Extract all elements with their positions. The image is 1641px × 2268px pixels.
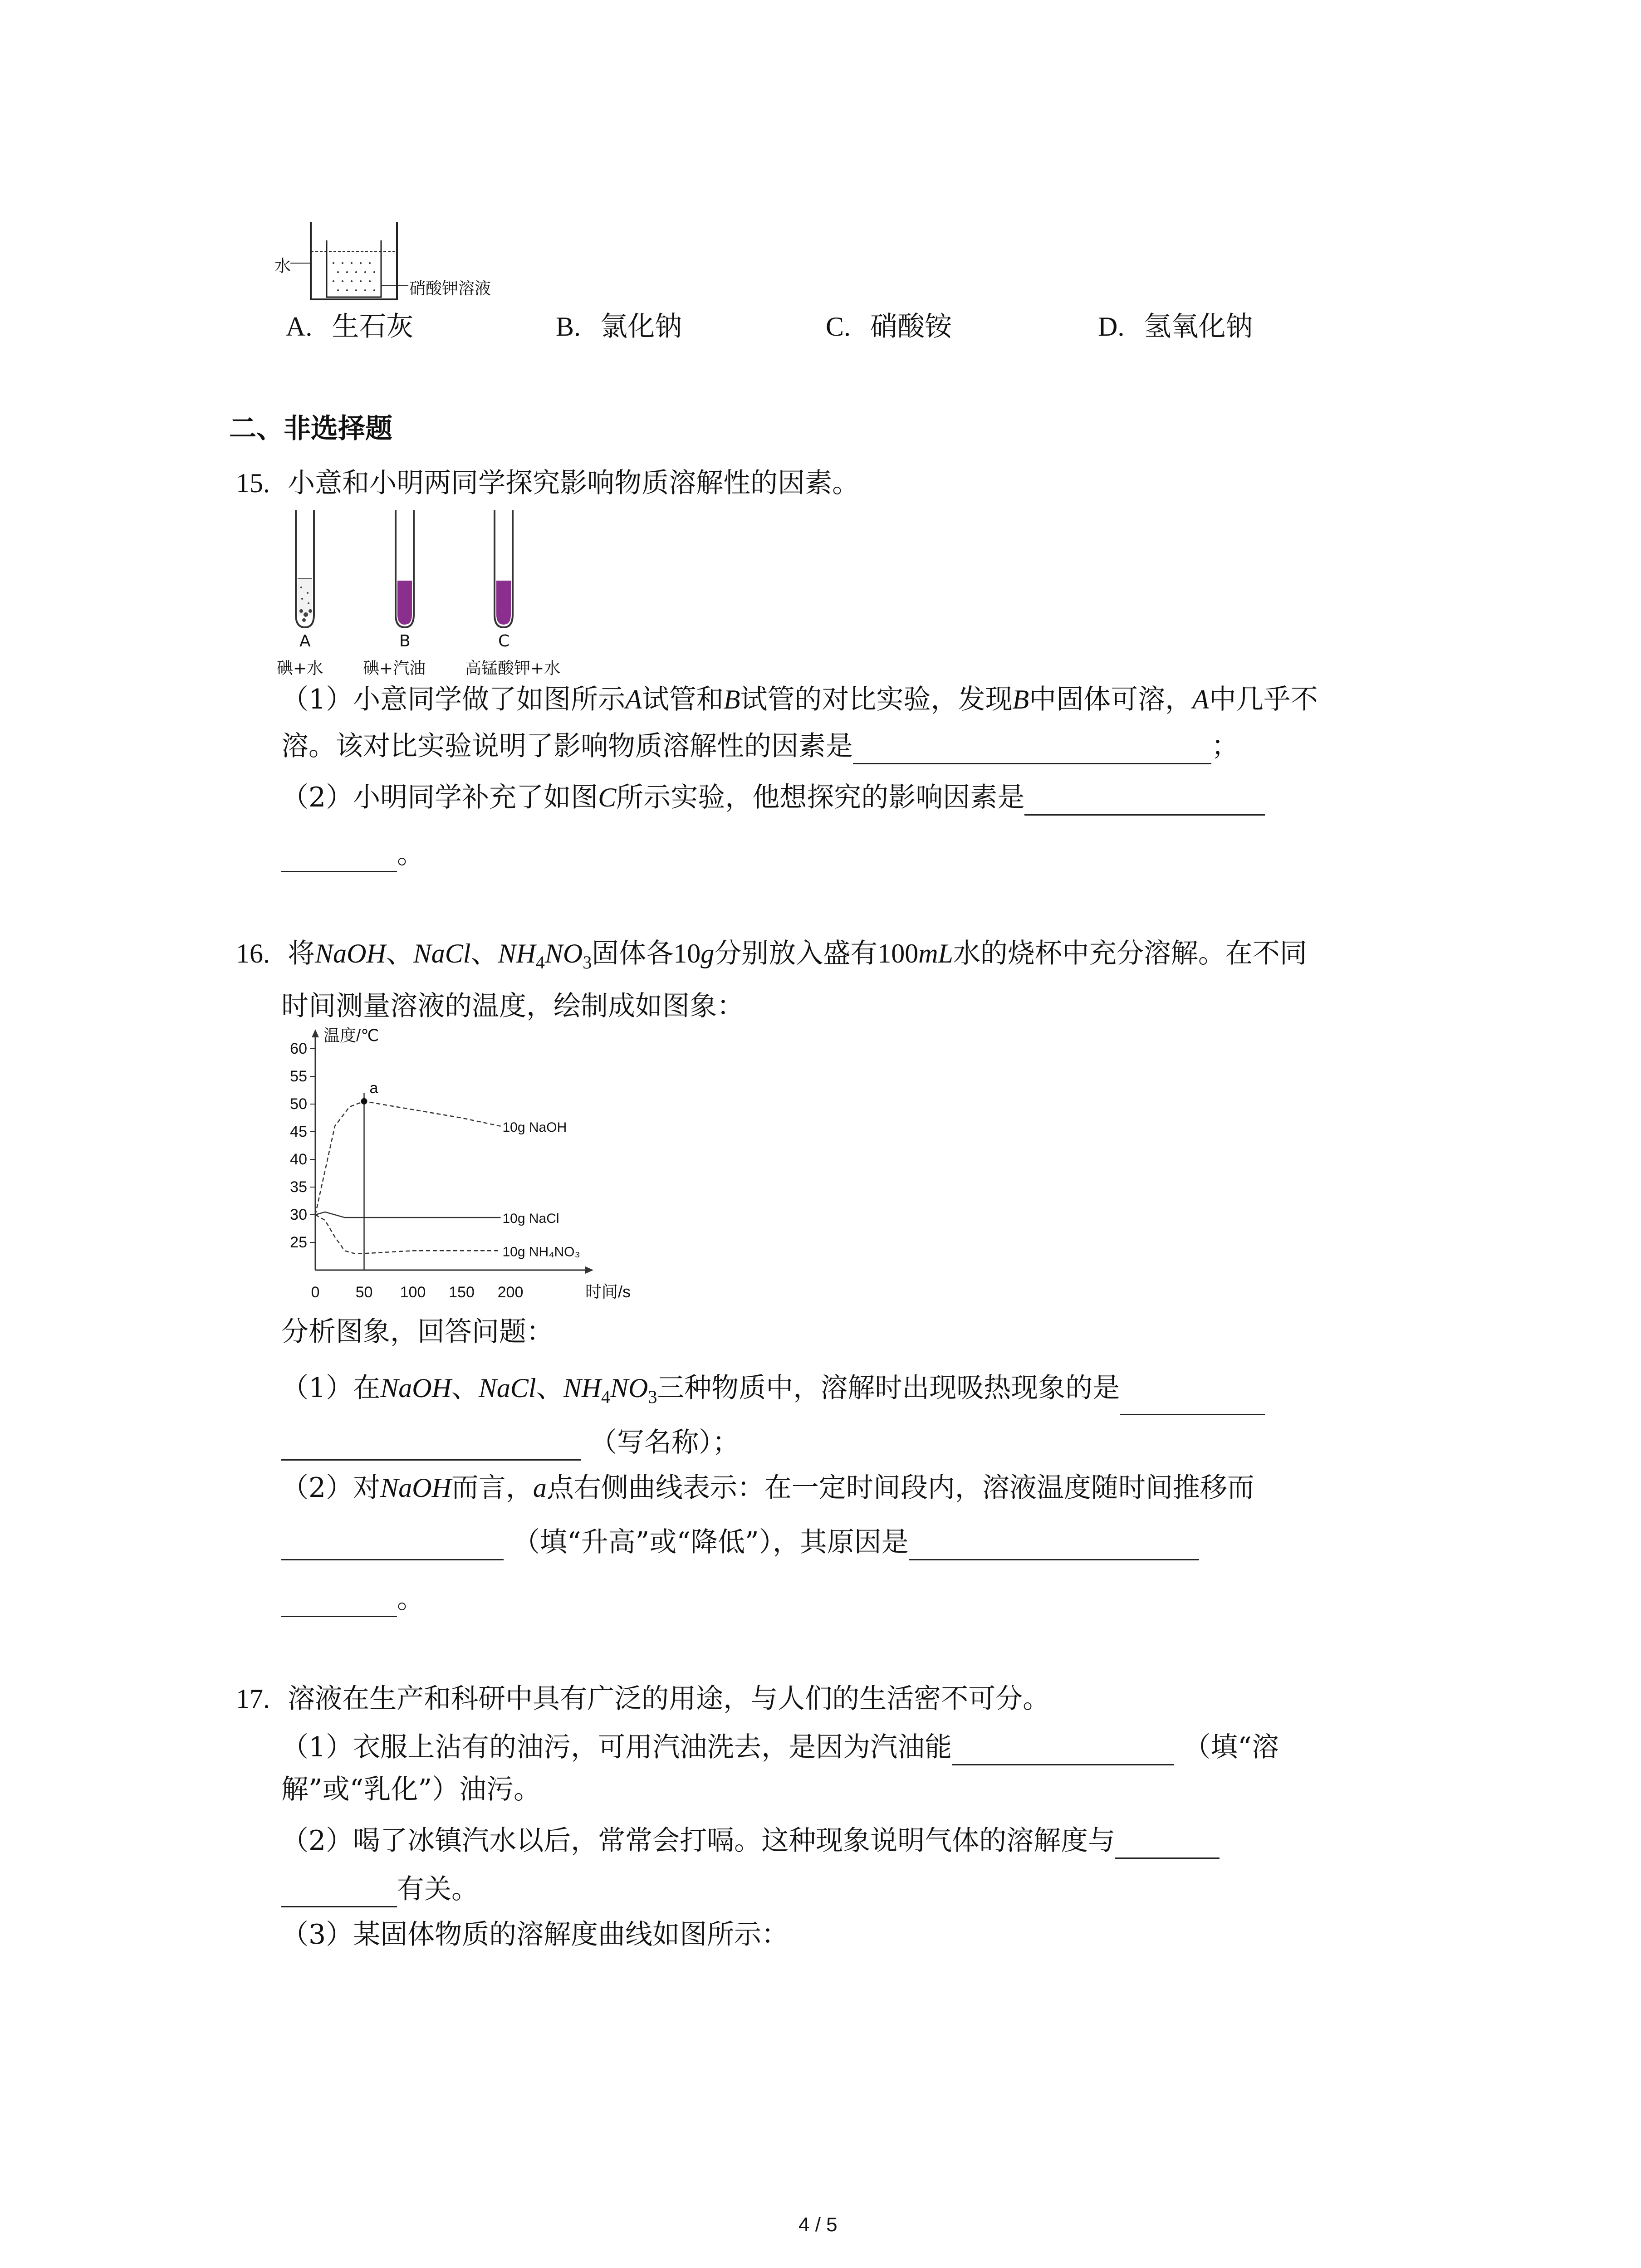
q16-p2-answer-blank-1[interactable] bbox=[281, 1531, 504, 1560]
option-b: B. 氯化钠 bbox=[556, 311, 682, 342]
temperature-chart-svg bbox=[272, 1023, 631, 1304]
q17-p1-line2: 解”或“乳化”）油污。 bbox=[281, 1774, 541, 1805]
q16-p1-answer-blank-1[interactable] bbox=[1120, 1386, 1265, 1415]
q17-p1-answer-blank[interactable] bbox=[952, 1736, 1174, 1765]
q17-p2-line2: 有关。 bbox=[281, 1871, 479, 1907]
test-tubes-illustration bbox=[272, 506, 617, 642]
q15-number: 15. bbox=[236, 468, 270, 498]
q17-p2-line1: （2）喝了冰镇汽水以后，常常会打嗝。这种现象说明气体的溶解度与 bbox=[281, 1823, 1220, 1859]
q15-p1-line2: 溶。该对比实验说明了影响物质溶解性的因素是 ； bbox=[281, 728, 1239, 764]
y-tick-label: 40 bbox=[290, 1151, 307, 1168]
option-b-text: 氯化钠 bbox=[600, 311, 682, 342]
page-number: 4 / 5 bbox=[798, 2214, 838, 2236]
q17-stem-line bbox=[236, 1681, 1050, 1717]
q16-p1-answer-blank-2[interactable] bbox=[281, 1431, 581, 1461]
q15-p2-line1: （2）小明同学补充了如图C所示实验，他想探究的影响因素是 bbox=[281, 779, 1265, 816]
q16-p2-answer-blank-2[interactable] bbox=[909, 1531, 1199, 1560]
series-label: 10g NaCl bbox=[502, 1211, 559, 1227]
y-tick-label: 45 bbox=[290, 1123, 307, 1140]
q16-p2-line3: 。 bbox=[281, 1581, 424, 1617]
tube-a-letter: A bbox=[299, 632, 311, 650]
q16-p2-line1: （2）对NaOH而言，a点右侧曲线表示：在一定时间段内，溶液温度随时间推移而 bbox=[281, 1472, 1254, 1504]
q15-stem: 小意和小明两同学探究影响物质溶解性的因素。 bbox=[288, 467, 860, 499]
series-nh4no3 bbox=[315, 1215, 501, 1253]
option-a-text: 生石灰 bbox=[332, 311, 414, 342]
option-c-text: 硝酸铵 bbox=[870, 311, 952, 342]
water-label: 水 bbox=[274, 257, 291, 275]
x-axis-arrow bbox=[585, 1266, 593, 1274]
x-tick-label: 0 bbox=[311, 1284, 320, 1301]
series-naoh bbox=[315, 1101, 501, 1215]
tube-c-letter: C bbox=[498, 632, 510, 650]
tube-a-caption: 碘+水 bbox=[277, 659, 323, 678]
q15-p1-answer-blank[interactable] bbox=[853, 735, 1211, 764]
option-c: C. 硝酸铵 bbox=[826, 311, 952, 342]
section-heading: 二、非选择题 bbox=[229, 413, 392, 445]
q16-stem-line2: 时间测量溶液的温度，绘制成如图象： bbox=[281, 990, 744, 1022]
q15-p2-answer-blank-2[interactable] bbox=[281, 843, 397, 872]
q17-p2-answer-blank-1[interactable] bbox=[1115, 1829, 1220, 1859]
option-d: D. 氢氧化钠 bbox=[1098, 311, 1253, 342]
q16-p1-line2: （写名称）； bbox=[281, 1424, 740, 1461]
tube-c-caption: 高锰酸钾+水 bbox=[465, 659, 561, 678]
y-tick-label: 50 bbox=[290, 1095, 307, 1113]
q15-p2-line2: 。 bbox=[281, 836, 424, 872]
q16-analyze: 分析图象，回答问题： bbox=[281, 1316, 554, 1348]
temperature-chart bbox=[272, 1023, 631, 1304]
option-d-text: 氢氧化钠 bbox=[1144, 311, 1253, 342]
q15-stem-line bbox=[236, 465, 859, 501]
y-tick-label: 60 bbox=[290, 1040, 307, 1057]
q17-p3-line: （3）某固体物质的溶解度曲线如图所示： bbox=[281, 1919, 789, 1950]
y-axis-label: 温度/℃ bbox=[323, 1026, 379, 1045]
option-a: A. 生石灰 bbox=[286, 311, 414, 342]
q16-number: 16. bbox=[236, 938, 270, 968]
point-a-label: a bbox=[369, 1079, 378, 1097]
y-tick-label: 25 bbox=[290, 1234, 307, 1251]
y-axis-arrow bbox=[312, 1029, 319, 1037]
q15-p2-answer-blank-1[interactable] bbox=[1024, 786, 1265, 816]
q17-p1-line1: （1）衣服上沾有的油污，可用汽油洗去，是因为汽油能 （填“溶 bbox=[281, 1729, 1279, 1765]
y-tick-label: 55 bbox=[290, 1068, 307, 1085]
x-tick-label: 100 bbox=[400, 1284, 426, 1301]
q17-number: 17. bbox=[236, 1684, 270, 1714]
q16-stem-line1: 16. 将NaOH、NaCl、$NH_4NO_3$固体各10g分别放入盛有100mL水的烧杯中充分溶解。在不同 bbox=[236, 938, 1307, 973]
x-tick-label: 50 bbox=[355, 1284, 373, 1301]
series-label: 10g NH₄NO₃ bbox=[502, 1244, 580, 1260]
series-nacl bbox=[315, 1212, 501, 1217]
x-tick-label: 150 bbox=[449, 1284, 475, 1301]
y-tick-label: 35 bbox=[290, 1178, 307, 1196]
q17-stem: 溶液在生产和科研中具有广泛的用途，与人们的生活密不可分。 bbox=[288, 1683, 1050, 1715]
q17-p2-answer-blank-2[interactable] bbox=[281, 1878, 397, 1907]
tube-b-caption: 碘+汽油 bbox=[363, 659, 426, 678]
x-tick-label: 200 bbox=[497, 1284, 524, 1301]
q15-p1-line1: （1）小意同学做了如图所示A试管和B试管的对比实验，发现B中固体可溶，A中几乎不 bbox=[281, 684, 1318, 715]
q16-p2-answer-blank-3[interactable] bbox=[281, 1588, 397, 1617]
series-label: 10g NaOH bbox=[502, 1119, 567, 1135]
beaker-figure bbox=[272, 213, 526, 304]
q16-p2-line2: （填“升高”或“降低”），其原因是 bbox=[281, 1524, 1199, 1560]
tube-b-letter: B bbox=[399, 632, 411, 650]
test-tubes-figure bbox=[272, 506, 617, 687]
q16-p1-line1: （1）在NaOH、NaCl、$NH_4NO_3$三种物质中，溶解时出现吸热现象的是 bbox=[281, 1370, 1265, 1415]
y-tick-label: 30 bbox=[290, 1206, 307, 1223]
x-axis-label: 时间/s bbox=[585, 1282, 631, 1301]
solution-label: 硝酸钾溶液 bbox=[409, 279, 491, 298]
point-a-marker bbox=[361, 1098, 367, 1105]
